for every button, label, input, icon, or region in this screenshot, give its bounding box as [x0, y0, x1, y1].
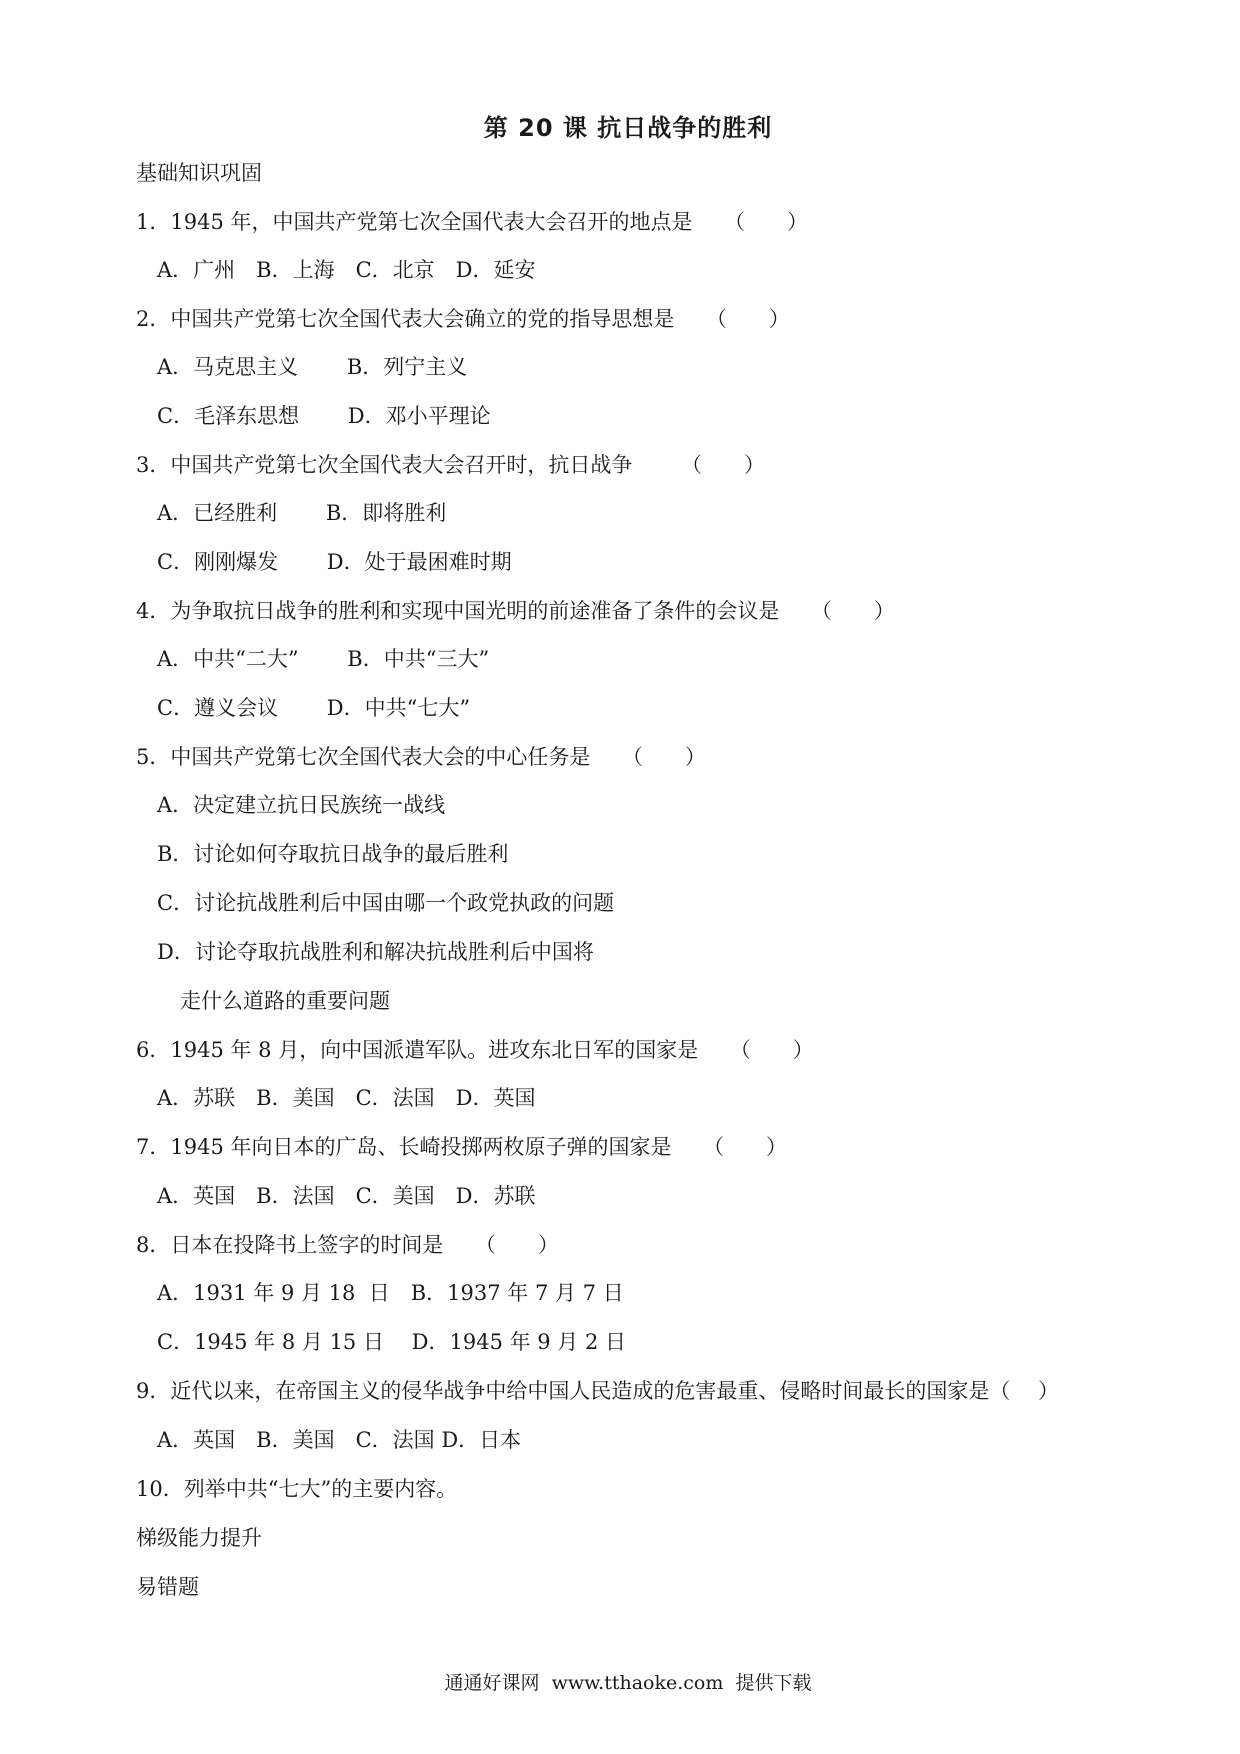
question-5-option-d-continuation: 走什么道路的重要问题 [180, 989, 390, 1013]
question-5-option-c: C．讨论抗战胜利后中国由哪一个政党执政的问题 [157, 891, 615, 915]
question-8-options-ab: A．1931 年 9 月 18 日 B．1937 年 7 月 7 日 [157, 1281, 624, 1305]
question-3-options-cd: C．刚刚爆发 D．处于最困难时期 [157, 550, 512, 574]
question-2-options-cd: C．毛泽东思想 D．邓小平理论 [157, 404, 491, 428]
question-3: 3．中国共产党第七次全国代表大会召开时，抗日战争 （ ） [136, 453, 766, 477]
question-4: 4．为争取抗日战争的胜利和实现中国光明的前途准备了条件的会议是 （ ） [136, 599, 895, 623]
question-4-options-ab: A．中共“二大” B．中共“三大” [157, 647, 490, 671]
question-5-option-d: D．讨论夺取抗战胜利和解决抗战胜利后中国将 [157, 940, 594, 964]
question-5-option-b: B．讨论如何夺取抗日战争的最后胜利 [157, 842, 509, 866]
question-10: 10．列举中共“七大”的主要内容。 [136, 1477, 458, 1501]
section-heading-basic: 基础知识巩固 [136, 161, 262, 185]
question-8: 8．日本在投降书上签字的时间是 （ ） [136, 1233, 559, 1257]
page-footer: 通通好课网 www.tthaoke.com 提供下载 [444, 1672, 812, 1694]
question-7-options: A．英国 B．法国 C．美国 D．苏联 [157, 1184, 536, 1208]
question-1-options: A．广州 B．上海 C．北京 D．延安 [157, 258, 536, 282]
section-heading-error-prone: 易错题 [136, 1575, 199, 1599]
question-9-options: A．英国 B．美国 C．法国 D．日本 [157, 1428, 522, 1452]
question-5-option-a: A．决定建立抗日民族统一战线 [157, 793, 446, 817]
question-7: 7．1945 年向日本的广岛、长崎投掷两枚原子弹的国家是 （ ） [136, 1135, 787, 1159]
section-heading-advanced: 梯级能力提升 [136, 1526, 262, 1550]
question-3-options-ab: A．已经胜利 B．即将胜利 [157, 501, 447, 525]
question-2: 2．中国共产党第七次全国代表大会确立的党的指导思想是 （ ） [136, 307, 790, 331]
question-9: 9．近代以来，在帝国主义的侵华战争中给中国人民造成的危害最重、侵略时间最长的国家是（ ） [136, 1379, 1060, 1403]
question-6: 6．1945 年 8 月，向中国派遣军队。进攻东北日军的国家是 （ ） [136, 1038, 814, 1062]
question-6-options: A．苏联 B．美国 C．法国 D．英国 [157, 1086, 536, 1110]
page-title: 第 20 课 抗日战争的胜利 [483, 114, 773, 142]
question-2-options-ab: A．马克思主义 B．列宁主义 [157, 355, 468, 379]
question-5: 5．中国共产党第七次全国代表大会的中心任务是 （ ） [136, 745, 706, 769]
question-1: 1．1945 年，中国共产党第七次全国代表大会召开的地点是 （ ） [136, 210, 808, 234]
question-8-options-cd: C．1945 年 8 月 15 日 D．1945 年 9 月 2 日 [157, 1330, 627, 1354]
question-4-options-cd: C．遵义会议 D．中共“七大” [157, 696, 471, 720]
